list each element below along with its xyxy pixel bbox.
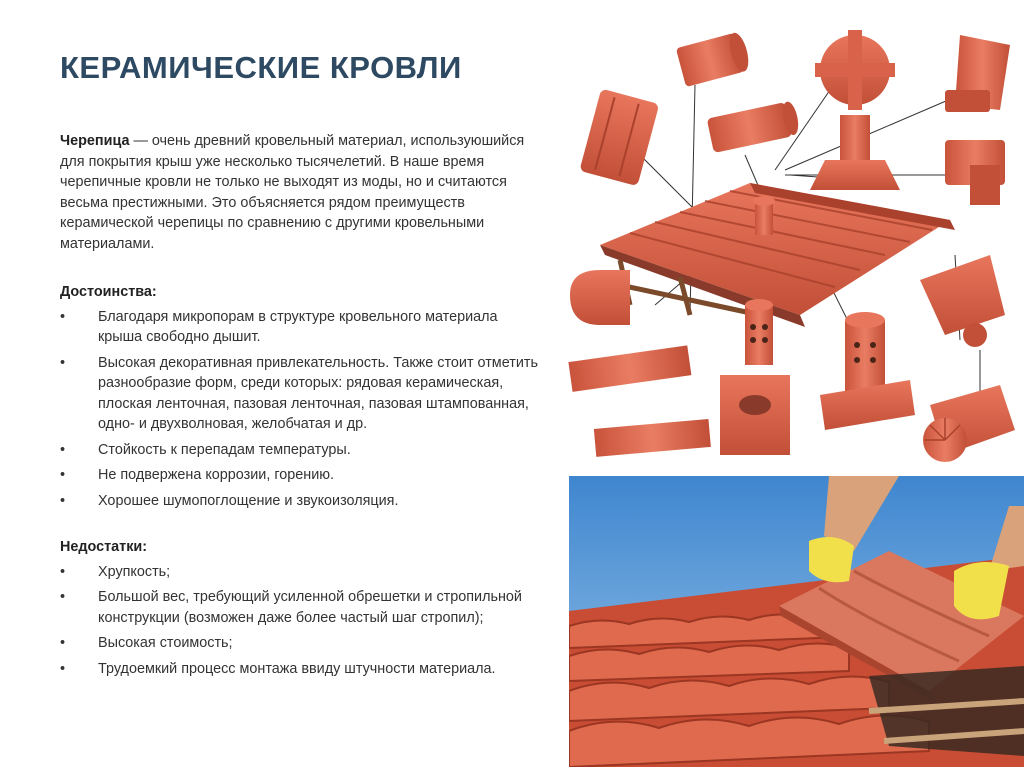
intro-term: Черепица [60, 133, 130, 149]
list-item [60, 465, 545, 486]
bullet: • [60, 589, 66, 605]
intro-paragraph [60, 131, 545, 254]
list-item [60, 353, 545, 435]
bullet: • [60, 635, 66, 651]
list-item-text: Большой вес, требующий усиленной обрешетки и стропильной конструкции (возможен даже более частый шаг стропил); [98, 589, 522, 626]
advantages-list [60, 307, 545, 512]
list-item [60, 587, 545, 628]
list-item [60, 633, 545, 654]
page-title: КЕРАМИЧЕСКИЕ КРОВЛИ [60, 50, 462, 85]
list-item-text: Благодаря микропорам в структуре кровельного материала крыша свободно дышит. [98, 308, 498, 345]
roof-model [600, 183, 955, 327]
advantages-heading: Достоинства: [60, 284, 157, 300]
bullet: • [60, 308, 66, 325]
list-item-text: Не подвержена коррозии, горению. [98, 467, 335, 483]
list-item-text: Стойкость к перепадам температуры. [98, 441, 351, 458]
list-item [60, 659, 545, 680]
bullet: • [60, 354, 66, 371]
list-item [60, 562, 545, 583]
roof-tiles-illustration [560, 15, 1024, 465]
bullet: • [60, 441, 66, 458]
list-item-text: Хрупкость; [98, 563, 171, 580]
roofing-photo [569, 476, 1024, 767]
bullet: • [60, 660, 66, 677]
list-item-text: Трудоемкий процесс монтажа ввиду штучности материала. [98, 660, 496, 677]
bullet: • [60, 492, 66, 509]
list-item [60, 440, 545, 461]
list-item [60, 491, 545, 512]
disadvantages-heading: Недостатки: [60, 539, 148, 555]
list-item-text: Высокая декоративная привлекательность. Также стоит отметить разнообразие форм, среди которых: рядовая керамическая, плоская ленточная, пазовая ленточная, пазовая штампованная, одно- и двухволновая, желобчатая и др. [98, 354, 538, 432]
text-column [60, 131, 545, 705]
list-item [60, 307, 545, 348]
list-item-text: Высокая стоимость; [98, 635, 233, 651]
intro-text: — очень древний кровельный материал, используюшийся для покрытия крыш уже несколько тысячелетий. В наше время черепичные кровли не только не выходят из моды, но и считаются весьма престижными. Это объясняется рядом преимуществ керамической черепицы по сравнению с другими кровельными материалами. [60, 133, 525, 252]
disadvantages-list [60, 562, 545, 680]
bullet: • [60, 563, 66, 580]
list-item-text: Хорошее шумопоглощение и звукоизоляция. [98, 492, 399, 509]
bullet: • [60, 467, 66, 483]
